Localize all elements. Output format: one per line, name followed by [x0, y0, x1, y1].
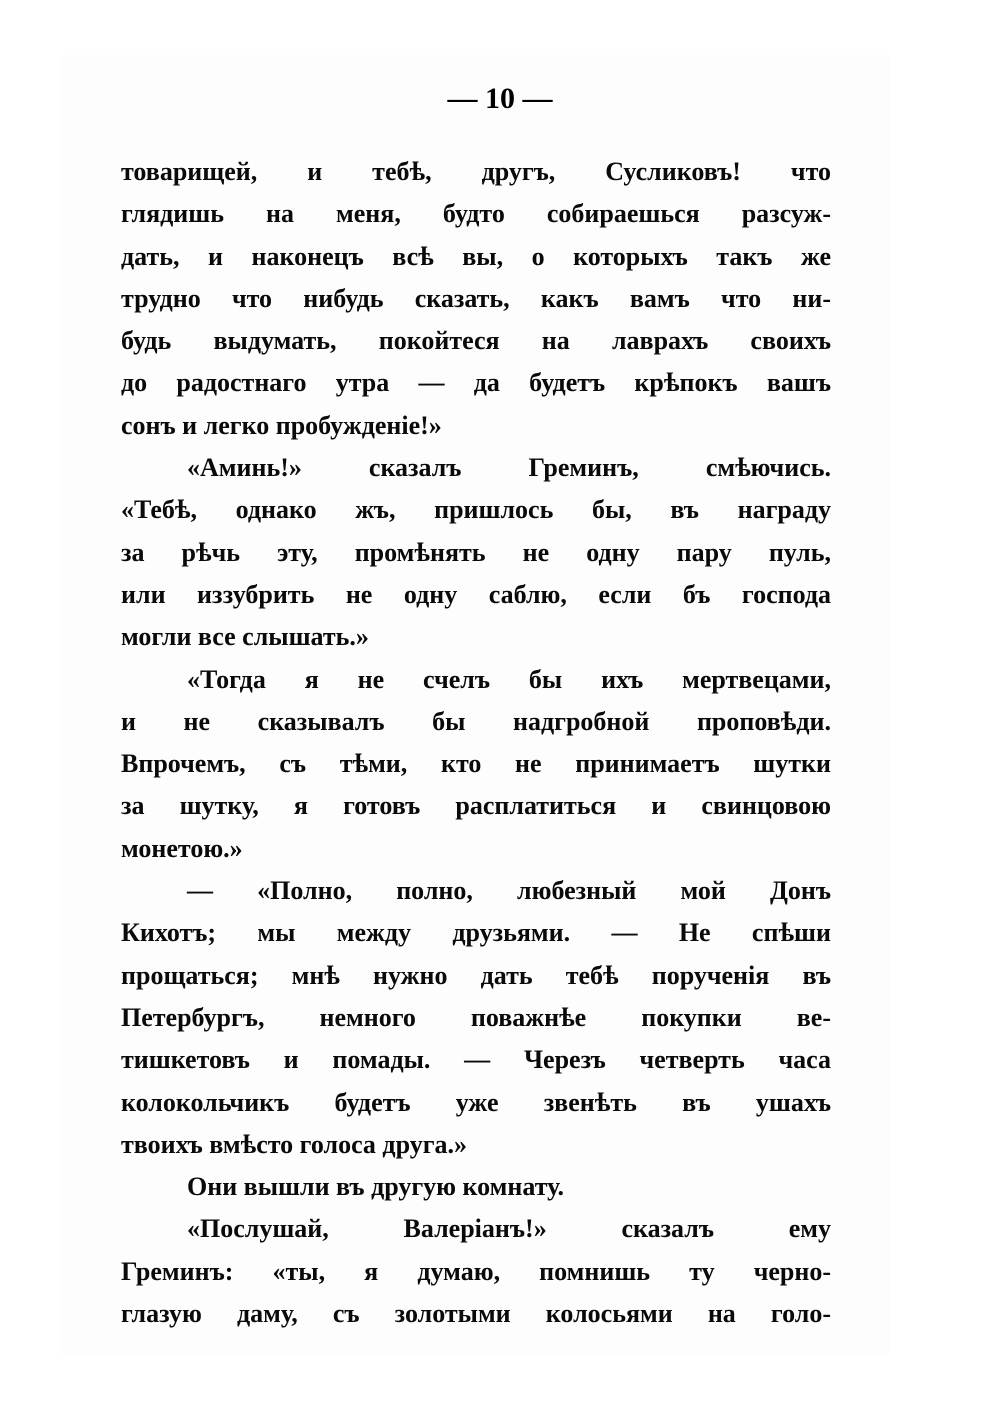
text-line: прощаться; мнѣ нужно дать тебѣ порученія въ: [121, 960, 831, 990]
text-line: Греминъ: «ты, я думаю, помнишь ту черно-: [121, 1256, 831, 1286]
text-line: за рѣчь эту, промѣнять не одну пару пуль,: [121, 537, 831, 567]
text-line: тишкетовъ и помады. — Черезъ четверть часа: [121, 1045, 831, 1075]
text-line: монетою.»: [121, 833, 243, 863]
text-line: «Послушай, Валеріанъ!» сказалъ ему: [187, 1214, 831, 1244]
page-number: — 10 —: [447, 82, 553, 115]
text-line: глазую даму, съ золотыми колосьями на голо-: [121, 1299, 831, 1329]
text-line: трудно что нибудь сказать, какъ вамъ что ни-: [121, 283, 831, 313]
text-line: «Аминь!» сказалъ Греминъ, смѣючись.: [187, 453, 831, 483]
paragraph: [121, 1208, 831, 1335]
paragraph: [121, 151, 831, 447]
text-line: твоихъ вмѣсто голоса друга.»: [121, 1129, 467, 1159]
text-line: или иззубрить не одну саблю, если бъ господа: [121, 579, 831, 609]
body-text: [121, 151, 831, 1335]
text-line: Кихотъ; мы между друзьями. — Не спѣши: [121, 918, 831, 948]
paragraph: [121, 870, 831, 1166]
text-line: — «Полно, полно, любезный мой Донъ: [187, 876, 831, 906]
text-line: и не сказывалъ бы надгробной проповѣди.: [121, 706, 831, 736]
text-line: до радостнаго утра — да будетъ крѣпокъ вашъ: [121, 368, 831, 398]
text-line: колокольчикъ будетъ уже звенѣть въ ушахъ: [121, 1087, 831, 1117]
text-line: за шутку, я готовъ расплатиться и свинцовою: [121, 791, 831, 821]
text-line: Они вышли въ другую комнату.: [187, 1172, 565, 1202]
text-line: сонъ и легко пробужденіе!»: [121, 410, 442, 440]
text-line: Впрочемъ, съ тѣми, кто не принимаетъ шутки: [121, 749, 831, 779]
text-line: товарищей, и тебѣ, другъ, Сусликовъ! что: [121, 157, 831, 186]
paragraph: [121, 447, 831, 658]
text-line: дать, и наконецъ всѣ вы, о которыхъ такъ же: [121, 241, 831, 271]
text-line: «Тебѣ, однако жъ, пришлось бы, въ награду: [121, 495, 831, 525]
paragraph: [121, 659, 831, 870]
text-line: будь выдумать, покойтеся на лаврахъ своихъ: [121, 326, 831, 356]
text-line: Петербургъ, немного поважнѣе покупки ве-: [121, 1002, 831, 1032]
text-line: могли все слышать.»: [121, 622, 369, 652]
paragraph: [121, 1166, 831, 1208]
text-line: «Тогда я не счелъ бы ихъ мертвецами,: [187, 664, 831, 694]
text-line: глядишь на меня, будто собираешься разсуж-: [121, 199, 831, 229]
